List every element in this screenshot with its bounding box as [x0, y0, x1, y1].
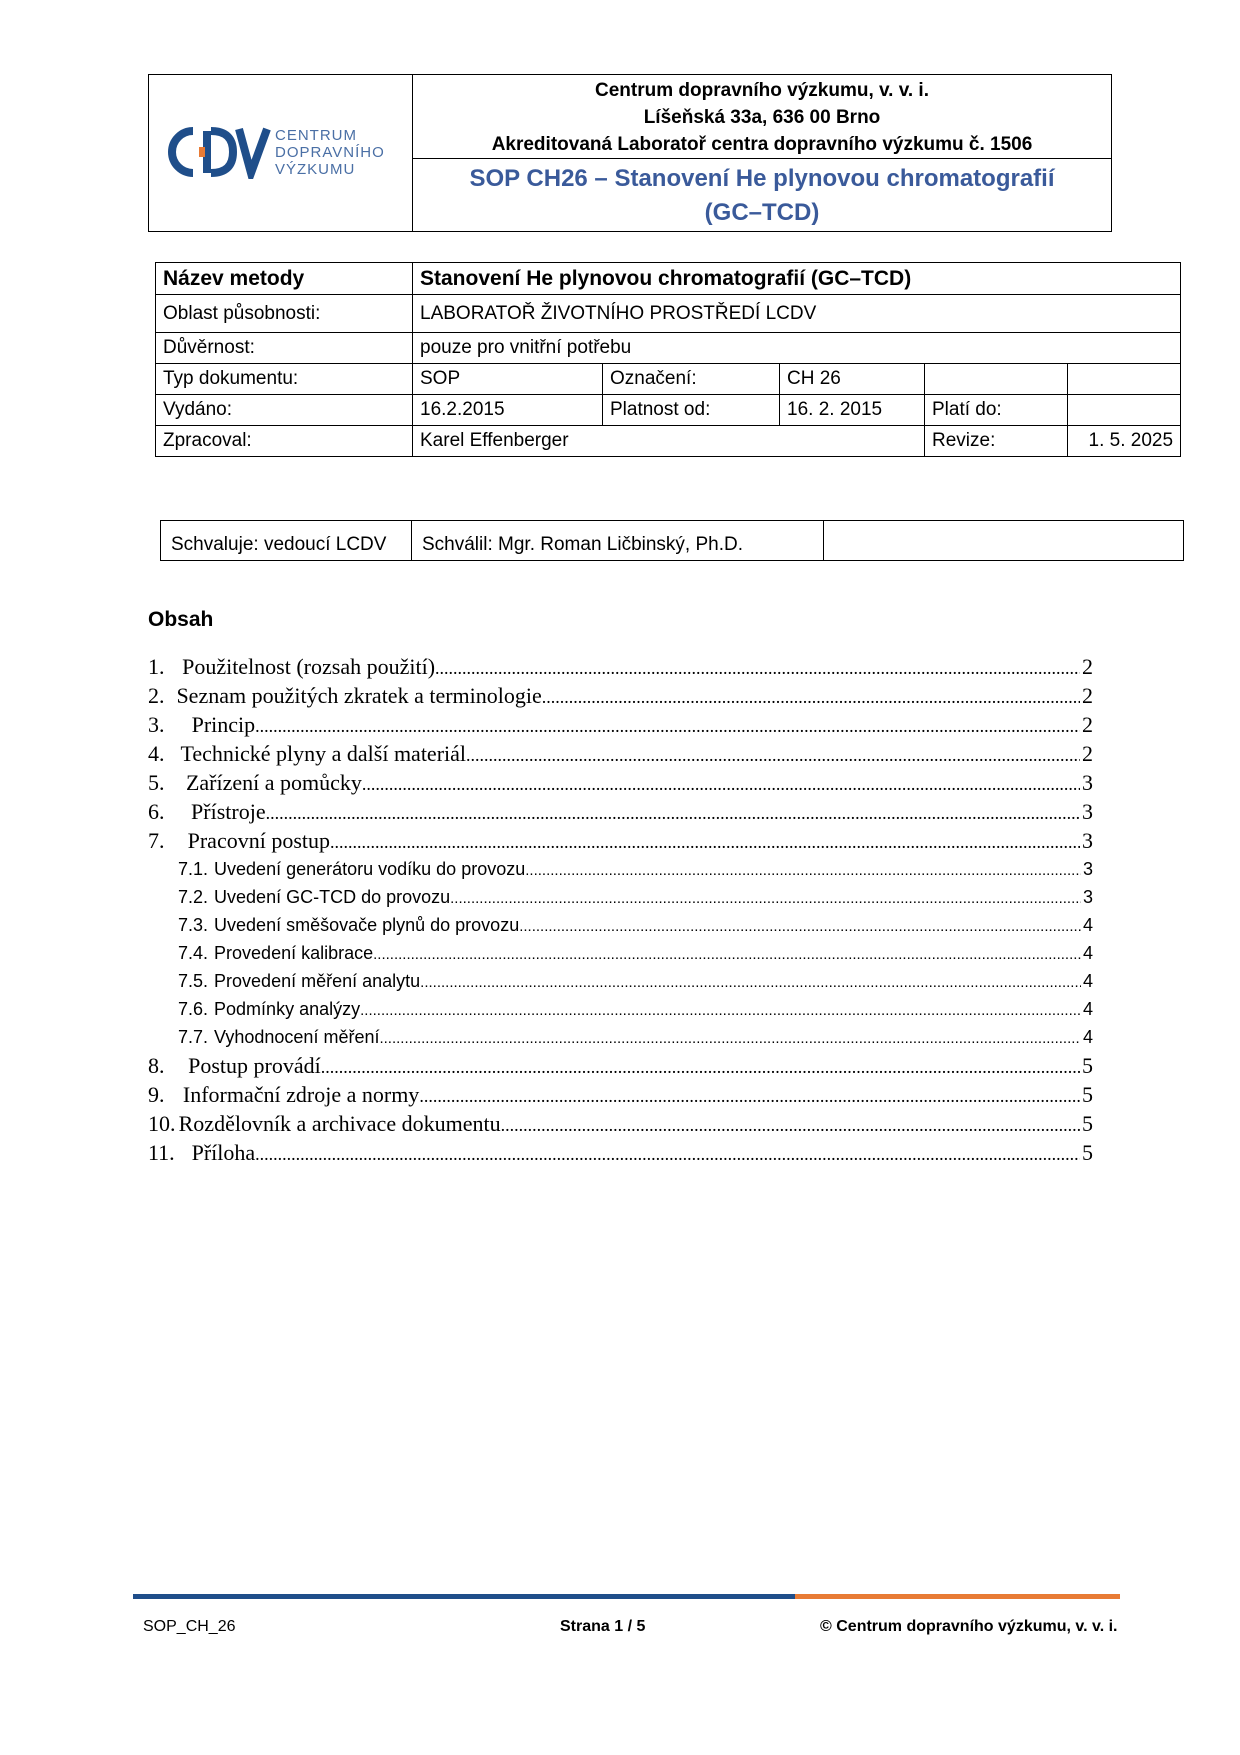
toc-entry-page: 3 [1082, 887, 1093, 907]
footer-rule-orange [795, 1594, 1120, 1599]
toc-entry-number: 6. [148, 799, 165, 824]
toc-entry-page: 4 [1082, 971, 1093, 991]
toc-entry[interactable] [148, 826, 1093, 855]
toc-dot-leader [255, 1140, 1080, 1167]
title-line-2: (GC–TCD) [704, 199, 820, 226]
toc-dot-leader [466, 741, 1080, 768]
toc-entry[interactable] [148, 768, 1093, 797]
org-address: Líšeňská 33a, 636 00 Brno [643, 107, 881, 128]
toc-entry-label: Postup provádí [188, 1053, 321, 1078]
toc-entry-number: 2. [148, 683, 165, 708]
toc-dot-leader [542, 683, 1080, 710]
revision-label: Revize: [925, 426, 1068, 457]
toc-entry-number: 10. [148, 1111, 176, 1136]
toc-dot-leader [330, 828, 1080, 855]
toc-entry-page: 5 [1082, 1082, 1093, 1107]
toc-entry[interactable] [148, 1109, 1093, 1138]
toc-entry-number: 8. [148, 1053, 165, 1078]
toc-entry-number: 7.5. [178, 971, 209, 991]
toc-entry[interactable] [148, 652, 1093, 681]
toc-entry-page: 2 [1082, 683, 1093, 708]
toc-entry-number: 4. [148, 741, 165, 766]
toc-entry-number: 11. [148, 1140, 175, 1165]
author-label: Zpracoval: [156, 426, 413, 457]
info-row-scope [156, 295, 1181, 333]
document-title [413, 159, 1111, 231]
toc-entry-page: 3 [1082, 799, 1093, 824]
toc-entry[interactable] [148, 911, 1093, 939]
toc-entry-number: 7. [148, 828, 165, 853]
revision-value: 1. 5. 2025 [1068, 426, 1181, 457]
approval-table [160, 520, 1184, 561]
toc-entry-page: 3 [1082, 828, 1093, 853]
org-name: Centrum dopravního výzkumu, v. v. i. [595, 80, 929, 101]
toc-entry-page: 4 [1082, 1027, 1093, 1047]
toc-entry[interactable] [148, 967, 1093, 995]
empty-cell [1068, 364, 1181, 395]
logo-line-2: DOPRAVNÍHO [275, 144, 385, 161]
toc-entry-number: 9. [148, 1082, 165, 1107]
approval-row [161, 521, 1184, 561]
toc-entry[interactable] [148, 995, 1093, 1023]
toc-entry-label: Podmínky analýzy [214, 999, 361, 1019]
approves-cell: Schvaluje: vedoucí LCDV [161, 521, 412, 561]
toc-entry-number: 5. [148, 770, 165, 795]
toc-entry-label: Provedení kalibrace [214, 943, 374, 963]
toc-entry[interactable] [148, 1080, 1093, 1109]
toc-dot-leader [379, 1025, 1081, 1051]
toc-entry-label: Příloha [191, 1140, 256, 1165]
footer-rule-blue [133, 1594, 795, 1599]
toc-entry[interactable] [148, 855, 1093, 883]
doc-type-label: Typ dokumentu: [156, 364, 413, 395]
designation-label: Označení: [603, 364, 780, 395]
toc-dot-leader [519, 913, 1081, 939]
toc-entry-page: 2 [1082, 712, 1093, 737]
document-header [148, 74, 1112, 232]
confidentiality-value: pouze pro vnitřní potřebu [413, 333, 1181, 364]
toc-entry-number: 3. [148, 712, 165, 737]
logo-line-3: VÝZKUMU [275, 161, 356, 178]
method-label: Název metody [156, 263, 413, 295]
empty-cell [925, 364, 1068, 395]
footer-page-number: Strana 1 / 5 [560, 1618, 646, 1635]
toc-entry[interactable] [148, 1138, 1093, 1167]
toc-dot-leader [255, 712, 1080, 739]
toc-entry[interactable] [148, 939, 1093, 967]
header-right [413, 75, 1111, 231]
toc-dot-leader [419, 1082, 1080, 1109]
toc-dot-leader [420, 969, 1081, 995]
table-of-contents [148, 652, 1093, 1167]
logo-cell [149, 75, 413, 231]
scope-value: LABORATOŘ ŽIVOTNÍHO PROSTŘEDÍ LCDV [413, 295, 1181, 333]
toc-entry-number: 7.1. [178, 859, 209, 879]
toc-entry-number: 1. [148, 654, 165, 679]
info-row-issued [156, 395, 1181, 426]
toc-entry-page: 5 [1082, 1140, 1093, 1165]
toc-entry-number: 7.3. [178, 915, 209, 935]
toc-entry-page: 4 [1082, 999, 1093, 1019]
toc-entry-page: 4 [1082, 915, 1093, 935]
footer-copyright: © Centrum dopravního výzkumu, v. v. i. [820, 1618, 1118, 1635]
issued-label: Vydáno: [156, 395, 413, 426]
info-row-method [156, 263, 1181, 295]
title-line-1: SOP CH26 – Stanovení He plynovou chromatografií [469, 165, 1055, 192]
valid-from-label: Platnost od: [603, 395, 780, 426]
toc-dot-leader [450, 885, 1081, 911]
toc-entry[interactable] [148, 883, 1093, 911]
toc-entry-page: 4 [1082, 943, 1093, 963]
toc-heading: Obsah [148, 608, 214, 631]
method-value: Stanovení He plynovou chromatografií (GC–TCD) [413, 263, 1181, 295]
org-accreditation: Akreditovaná Laboratoř centra dopravního výzkumu č. 1506 [491, 134, 1033, 155]
toc-entry-label: Zařízení a pomůcky [185, 770, 362, 795]
toc-entry[interactable] [148, 1051, 1093, 1080]
info-row-confidentiality [156, 333, 1181, 364]
toc-entry-number: 7.2. [178, 887, 209, 907]
doc-type-value: SOP [413, 364, 603, 395]
toc-dot-leader [266, 799, 1080, 826]
toc-entry-page: 5 [1082, 1111, 1093, 1136]
designation-value: CH 26 [780, 364, 925, 395]
toc-dot-leader [501, 1111, 1080, 1138]
toc-entry-label: Rozdělovník a archivace dokumentu [178, 1111, 501, 1136]
toc-entry-label: Uvedení GC-TCD do provozu [214, 887, 451, 907]
approved-by-cell: Schválil: Mgr. Roman Ličbinský, Ph.D. [412, 521, 824, 561]
issued-value: 16.2.2015 [413, 395, 603, 426]
confidentiality-label: Důvěrnost: [156, 333, 413, 364]
toc-entry-page: 3 [1082, 859, 1093, 879]
cdv-logo [167, 125, 271, 179]
document-info-table [155, 262, 1181, 457]
toc-dot-leader [435, 654, 1080, 681]
footer-doc-id: SOP_CH_26 [143, 1618, 236, 1635]
toc-entry-page: 2 [1082, 654, 1093, 679]
toc-entry-label: Seznam použitých zkratek a terminologie [176, 683, 542, 708]
logo-wordmark [275, 127, 385, 178]
toc-dot-leader [321, 1053, 1080, 1080]
toc-dot-leader [360, 997, 1081, 1023]
toc-entry-page: 2 [1082, 741, 1093, 766]
toc-entry-page: 5 [1082, 1053, 1093, 1078]
valid-from-value: 16. 2. 2015 [780, 395, 925, 426]
toc-entry-number: 7.7. [178, 1027, 209, 1047]
toc-dot-leader [362, 770, 1080, 797]
toc-entry-label: Vyhodnocení měření [214, 1027, 380, 1047]
signature-cell [824, 521, 1184, 561]
toc-entry-label: Uvedení generátoru vodíku do provozu [214, 859, 526, 879]
logo-line-1: CENTRUM [275, 127, 357, 144]
toc-entry-number: 7.6. [178, 999, 209, 1019]
toc-entry[interactable] [148, 1023, 1093, 1051]
toc-entry[interactable] [148, 681, 1093, 710]
toc-entry[interactable] [148, 739, 1093, 768]
toc-entry-label: Pracovní postup [187, 828, 331, 853]
toc-entry[interactable] [148, 797, 1093, 826]
toc-entry-label: Technické plyny a další materiál [180, 741, 467, 766]
toc-entry-label: Informační zdroje a normy [182, 1082, 420, 1107]
valid-to-value [1068, 395, 1181, 426]
toc-entry-label: Princip [191, 712, 256, 737]
toc-entry[interactable] [148, 710, 1093, 739]
toc-dot-leader [525, 857, 1081, 883]
valid-to-label: Platí do: [925, 395, 1068, 426]
toc-entry-label: Přístroje [191, 799, 266, 824]
toc-entry-label: Použitelnost (rozsah použití) [182, 654, 436, 679]
toc-dot-leader [373, 941, 1081, 967]
toc-entry-page: 3 [1082, 770, 1093, 795]
toc-entry-label: Provedení měření analytu [214, 971, 421, 991]
author-value: Karel Effenberger [413, 426, 925, 457]
scope-label: Oblast působnosti: [156, 295, 413, 333]
toc-entry-number: 7.4. [178, 943, 209, 963]
info-row-type [156, 364, 1181, 395]
info-row-author [156, 426, 1181, 457]
organization-block [413, 75, 1111, 159]
toc-entry-label: Uvedení směšovače plynů do provozu [214, 915, 520, 935]
